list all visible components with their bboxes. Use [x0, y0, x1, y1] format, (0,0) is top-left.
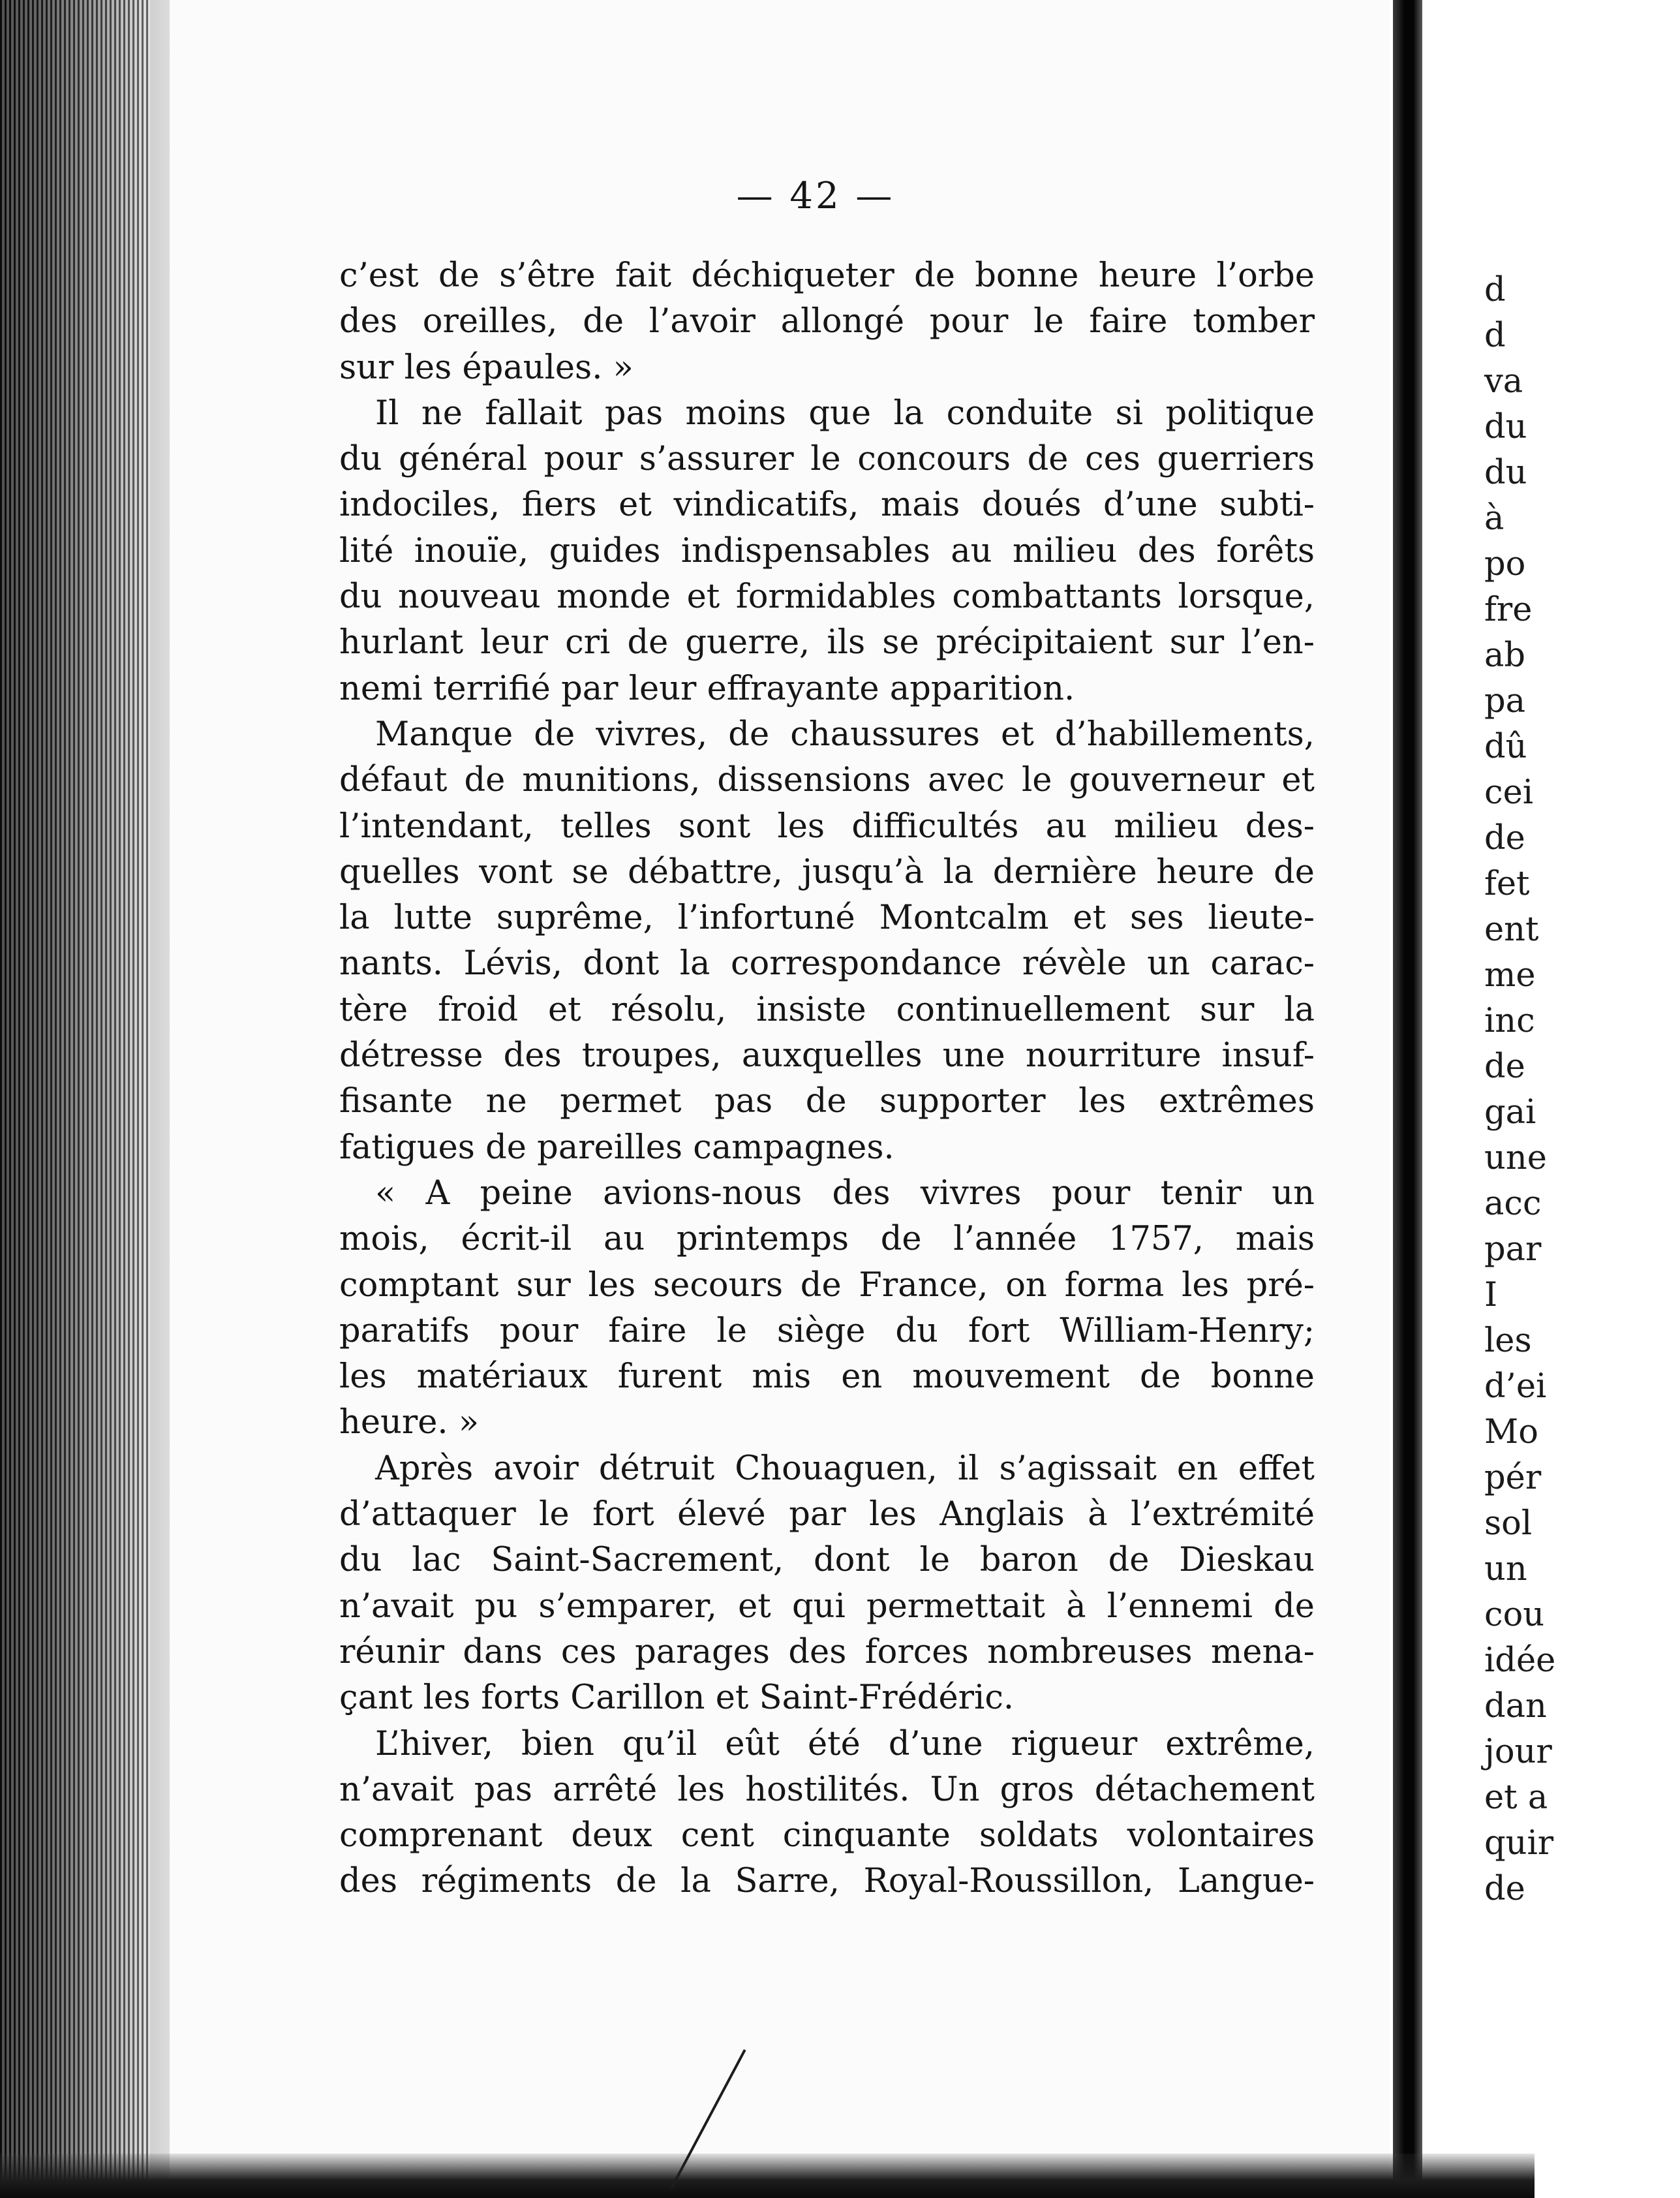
bottom-edge [0, 2154, 1535, 2198]
next-page-fragment: jour [1484, 1733, 1552, 1771]
next-page-fragment: va [1484, 362, 1523, 401]
text-line: détresse des troupes, auxquelles une nourriture insuf- [339, 1036, 1315, 1076]
next-page-fragment: inc [1484, 1002, 1535, 1040]
next-page-fragment: de [1484, 819, 1525, 858]
text-line: c’est de s’être fait déchiqueter de bonne heure l’orbe [339, 256, 1315, 295]
next-page-fragment: de [1484, 1870, 1525, 1908]
next-page-fragment: cei [1484, 773, 1534, 812]
next-page-fragment: du [1484, 454, 1527, 492]
next-page-fragment: fet [1484, 865, 1530, 903]
next-page-fragment: po [1484, 545, 1526, 583]
text-line: comptant sur les secours de France, on forma les pré- [339, 1265, 1315, 1305]
book-binding [0, 0, 150, 2198]
text-line: Manque de vivres, de chaussures et d’habillements, [375, 715, 1315, 754]
text-line: du nouveau monde et formidables combattants lorsque, [339, 578, 1315, 617]
text-line: « A peine avions-nous des vivres pour tenir un [375, 1173, 1315, 1213]
text-line: lité inouïe, guides indispensables au milieu des forêts [339, 531, 1315, 570]
next-page-fragment: et a [1484, 1778, 1548, 1817]
next-page-fragment: d [1484, 317, 1506, 355]
text-line: Il ne fallait pas moins que la conduite si politique [375, 394, 1315, 433]
next-page-fragment: du [1484, 408, 1527, 446]
text-line: mois, écrit-il au printemps de l’année 1757, mais [339, 1220, 1315, 1259]
text-line: heure. » [339, 1403, 480, 1442]
text-line: çant les forts Carillon et Saint-Frédéric. [339, 1679, 1015, 1718]
text-line: des oreilles, de l’avoir allongé pour le faire tomber [339, 302, 1315, 341]
next-page-fragment: par [1484, 1230, 1542, 1269]
next-page-fragment: acc [1484, 1184, 1542, 1223]
next-page-fragment: I [1484, 1276, 1498, 1314]
text-line: la lutte suprême, l’infortuné Montcalm et ses lieute- [339, 899, 1315, 938]
next-page-fragment: d’ei [1484, 1367, 1547, 1406]
text-line: des régiments de la Sarre, Royal-Roussillon, Langue- [339, 1862, 1315, 1901]
text-line: comprenant deux cent cinquante soldats volontaires [339, 1816, 1315, 1855]
next-page-fragment: à [1484, 499, 1504, 538]
text-line: quelles vont se débattre, jusqu’à la dernière heure de [339, 852, 1315, 891]
next-page-fragment: de [1484, 1047, 1525, 1086]
text-line: n’avait pu s’emparer, et qui permettait à l’ennemi de [339, 1587, 1315, 1626]
next-page-fragment: gai [1484, 1093, 1536, 1132]
next-page-fragment: Mo [1484, 1413, 1538, 1451]
text-line: Après avoir détruit Chouaguen, il s’agissait en effet [375, 1449, 1315, 1488]
next-page-fragment: fre [1484, 591, 1533, 629]
text-line: tère froid et résolu, insiste continuellement sur la [339, 990, 1315, 1029]
text-line: nants. Lévis, dont la correspondance révèle un carac- [339, 944, 1315, 983]
next-page-fragment: dû [1484, 728, 1527, 766]
next-page-fragment: me [1484, 956, 1536, 995]
next-page-fragment: pa [1484, 682, 1526, 720]
text-line: paratifs pour faire le siège du fort William-Henry; [339, 1311, 1315, 1350]
text-line: hurlant leur cri de guerre, ils se précipitaient sur l’en- [339, 623, 1315, 662]
next-page-fragment: quir [1484, 1824, 1554, 1863]
next-page-fragments [1484, 268, 1680, 1912]
text-line: du lac Saint-Sacrement, dont le baron de Dieskau [339, 1541, 1315, 1580]
text-line: sur les épaules. » [339, 348, 634, 387]
text-line: L’hiver, bien qu’il eût été d’une rigueur extrême, [375, 1724, 1315, 1763]
body-text [339, 253, 1315, 1905]
text-line: défaut de munitions, dissensions avec le gouverneur et [339, 761, 1315, 800]
next-page-fragment: d [1484, 271, 1506, 309]
text-line: réunir dans ces parages des forces nombreuses mena- [339, 1632, 1315, 1671]
text-line: d’attaquer le fort élevé par les Anglais à l’extrémité [339, 1495, 1315, 1534]
text-line: fatigues de pareilles campagnes. [339, 1128, 894, 1167]
next-page-fragment: un [1484, 1550, 1527, 1588]
next-page-fragment: idée [1484, 1641, 1556, 1680]
page-number: — 42 — [736, 175, 895, 217]
next-page-fragment: ent [1484, 910, 1539, 949]
text-line: du général pour s’assurer le concours de ces guerriers [339, 440, 1315, 479]
text-line: indociles, fiers et vindicatifs, mais doués d’une subti- [339, 486, 1315, 525]
next-page-fragment: les [1484, 1322, 1532, 1360]
next-page-fragment: pér [1484, 1459, 1542, 1497]
next-page-fragment: sol [1484, 1504, 1533, 1543]
next-page-fragment: cou [1484, 1596, 1545, 1634]
text-line: fisante ne permet pas de supporter les extrêmes [339, 1082, 1315, 1121]
text-line: les matériaux furent mis en mouvement de bonne [339, 1357, 1315, 1397]
text-line: l’intendant, telles sont les difficultés au milieu des- [339, 807, 1315, 846]
page-fold [1393, 0, 1422, 2198]
next-page-fragment: une [1484, 1139, 1547, 1177]
next-page-edge [1422, 0, 1556, 2198]
next-page-fragment: dan [1484, 1687, 1547, 1726]
next-page-fragment: ab [1484, 636, 1526, 675]
text-line: n’avait pas arrêté les hostilités. Un gros détachement [339, 1770, 1315, 1809]
text-line: nemi terrifié par leur effrayante apparition. [339, 669, 1075, 708]
